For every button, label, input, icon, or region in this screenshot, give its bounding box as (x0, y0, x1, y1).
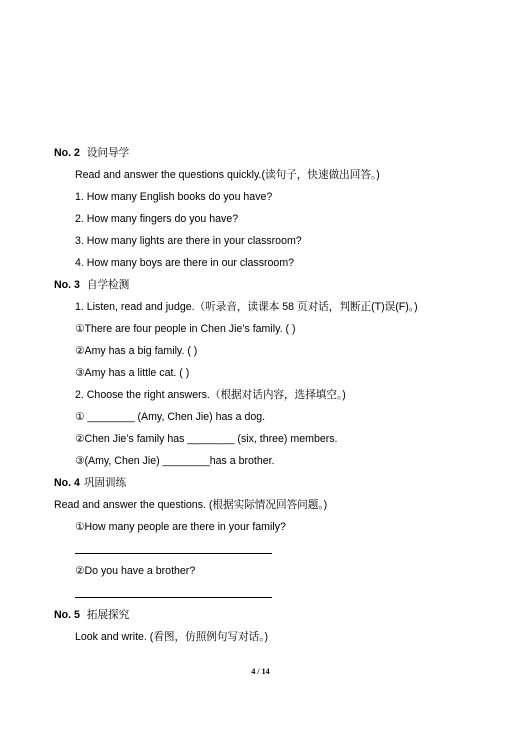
section-number: No. 2 (54, 147, 80, 159)
answer-line (75, 597, 272, 598)
section-heading-no4 (54, 476, 126, 490)
section-title: 巩固训练 (83, 477, 127, 489)
section-title: 拓展探究 (86, 609, 130, 621)
section-title: 自学检测 (86, 279, 130, 291)
answer-line (75, 553, 272, 554)
question-item: 4. How many boys are there in our classroom? (75, 257, 295, 269)
section-number: No. 3 (54, 279, 80, 291)
instruction-no3-part1: 1. Listen, read and judge.（听录音，读课本 58 页对话，判断正(T)误(F)。) (75, 301, 418, 313)
section-heading-no5 (54, 608, 129, 622)
choice-item: ① ________ (Amy, Chen Jie) has a dog. (75, 411, 266, 423)
choice-item: ②Chen Jie’s family has ________ (six, three) members. (75, 433, 338, 445)
question-item: 3. How many lights are there in your classroom? (75, 235, 302, 247)
section-heading-no2 (54, 146, 129, 160)
instruction-no5: Look and write. (看图，仿照例句写对话。) (75, 631, 269, 643)
question-item: 1. How many English books do you have? (75, 191, 273, 203)
section-number: No. 4 (54, 477, 80, 489)
section-title: 设问导学 (86, 147, 130, 159)
section-number: No. 5 (54, 609, 80, 621)
instruction-no4: Read and answer the questions. (根据实际情况回答问题。) (54, 499, 328, 511)
instruction-no2: Read and answer the questions quickly.(读句子，快速做出回答。) (75, 169, 380, 181)
judge-item: ①There are four people in Chen Jie’s family. ( ) (75, 323, 296, 335)
question-item: ①How many people are there in your family? (75, 521, 286, 533)
question-item: ②Do you have a brother? (75, 565, 196, 577)
instruction-no3-part2: 2. Choose the right answers.（根据对话内容，选择填空。) (75, 389, 346, 401)
judge-item: ②Amy has a big family. ( ) (75, 345, 198, 357)
judge-item: ③Amy has a little cat. ( ) (75, 367, 190, 379)
question-item: 2. How many fingers do you have? (75, 213, 239, 225)
choice-item: ③(Amy, Chen Jie) ________has a brother. (75, 455, 275, 467)
page-number: 4 / 14 (251, 667, 270, 676)
section-heading-no3 (54, 278, 129, 292)
